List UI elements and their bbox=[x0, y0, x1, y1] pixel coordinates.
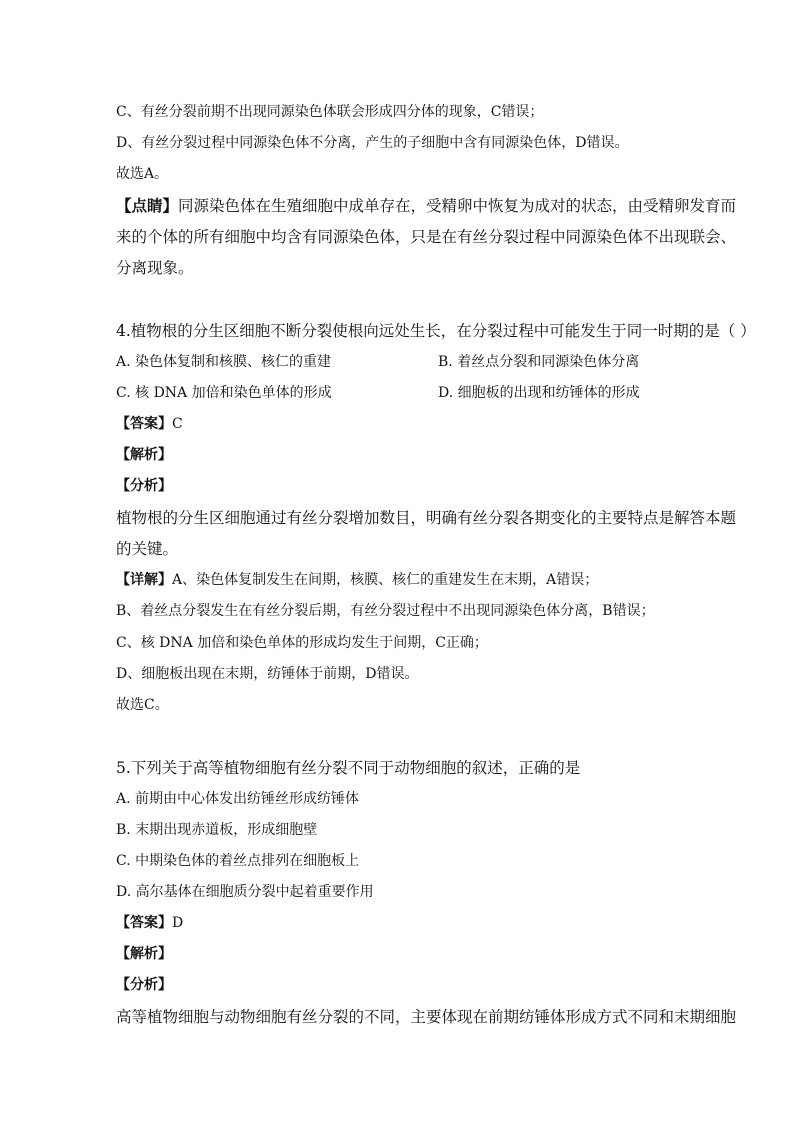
q4-fenxi-heading: 【分析】 bbox=[116, 478, 172, 494]
q4-conclusion: 故选C。 bbox=[116, 697, 169, 713]
q5-stem: 5.下列关于高等植物细胞有丝分裂不同于动物细胞的叙述，正确的是 bbox=[116, 759, 581, 777]
q4-fenxi-line-2: 的关键。 bbox=[116, 540, 179, 558]
q5-option-b: B. 末期出现赤道板，形成细胞壁 bbox=[116, 822, 318, 838]
q5-analysis-heading: 【解析】 bbox=[116, 946, 172, 962]
comment-text: 同源染色体在生殖细胞中成单存在，受精卵中恢复为成对的状态，由受精卵发育而 bbox=[178, 197, 737, 215]
answer-tag: 【答案】 bbox=[116, 915, 172, 931]
q5-fenxi-heading: 【分析】 bbox=[116, 977, 172, 993]
detail-tag: 【详解】 bbox=[116, 572, 172, 588]
answer-tag: 【答案】 bbox=[116, 416, 172, 432]
q4-detail-d: D、细胞板出现在末期，纺锤体于前期，D错误。 bbox=[116, 666, 419, 682]
comment-tag: 【点睛】 bbox=[116, 196, 179, 215]
q4-options-row-2 bbox=[116, 382, 640, 404]
q4-answer bbox=[116, 413, 183, 435]
q4-option-b: B. 着丝点分裂和同源染色体分离 bbox=[438, 354, 640, 370]
q4-option-c: C. 核 DNA 加倍和染色单体的形成 bbox=[116, 385, 332, 401]
q3-option-c-explanation: C、有丝分裂前期不出现同源染色体联会形成四分体的现象，C错误； bbox=[116, 104, 544, 120]
q4-detail-b: B、着丝点分裂发生在有丝分裂后期，有丝分裂过程中不出现同源染色体分离，B错误； bbox=[116, 603, 655, 619]
q4-fenxi-line-1: 植物根的分生区细胞通过有丝分裂增加数目，明确有丝分裂各期变化的主要特点是解答本题 bbox=[116, 509, 737, 527]
q4-analysis-heading: 【解析】 bbox=[116, 447, 172, 463]
q4-detail-a bbox=[116, 569, 598, 591]
q5-option-c: C. 中期染色体的着丝点排列在细胞板上 bbox=[116, 853, 360, 869]
q4-options-row-1 bbox=[116, 351, 640, 373]
q5-option-d: D. 高尔基体在细胞质分裂中起着重要作用 bbox=[116, 884, 374, 900]
q4-detail-c: C、核 DNA 加倍和染色单体的形成均发生于间期，C正确； bbox=[116, 635, 488, 651]
q3-comment-line-1 bbox=[116, 195, 736, 217]
detail-a-text: A、染色体复制发生在间期，核膜、核仁的重建发生在末期，A错误； bbox=[172, 572, 599, 588]
q5-option-a: A. 前期由中心体发出纺锤丝形成纺锤体 bbox=[116, 791, 360, 807]
q3-comment-line-2: 来的个体的所有细胞中均含有同源染色体，只是在有丝分裂过程中同源染色体不出现联会、 bbox=[116, 228, 737, 246]
q4-option-d: D. 细胞板的出现和纺锤体的形成 bbox=[438, 385, 640, 401]
q3-comment-line-3: 分离现象。 bbox=[116, 259, 194, 277]
q5-answer bbox=[116, 912, 183, 934]
answer-value: D bbox=[172, 915, 184, 931]
q3-conclusion: 故选A。 bbox=[116, 166, 169, 182]
q3-option-d-explanation: D、有丝分裂过程中同源染色体不分离，产生的子细胞中含有同源染色体，D错误。 bbox=[116, 135, 629, 151]
answer-value: C bbox=[172, 416, 183, 432]
q5-fenxi-line-1: 高等植物细胞与动物细胞有丝分裂的不同，主要体现在前期纺锤体形成方式不同和末期细胞 bbox=[116, 1008, 737, 1026]
q4-stem: 4.植物根的分生区细胞不断分裂使根向远处生长，在分裂过程中可能发生于同一时期的是（ ） bbox=[116, 322, 756, 340]
q4-option-a: A. 染色体复制和核膜、核仁的重建 bbox=[116, 354, 332, 370]
